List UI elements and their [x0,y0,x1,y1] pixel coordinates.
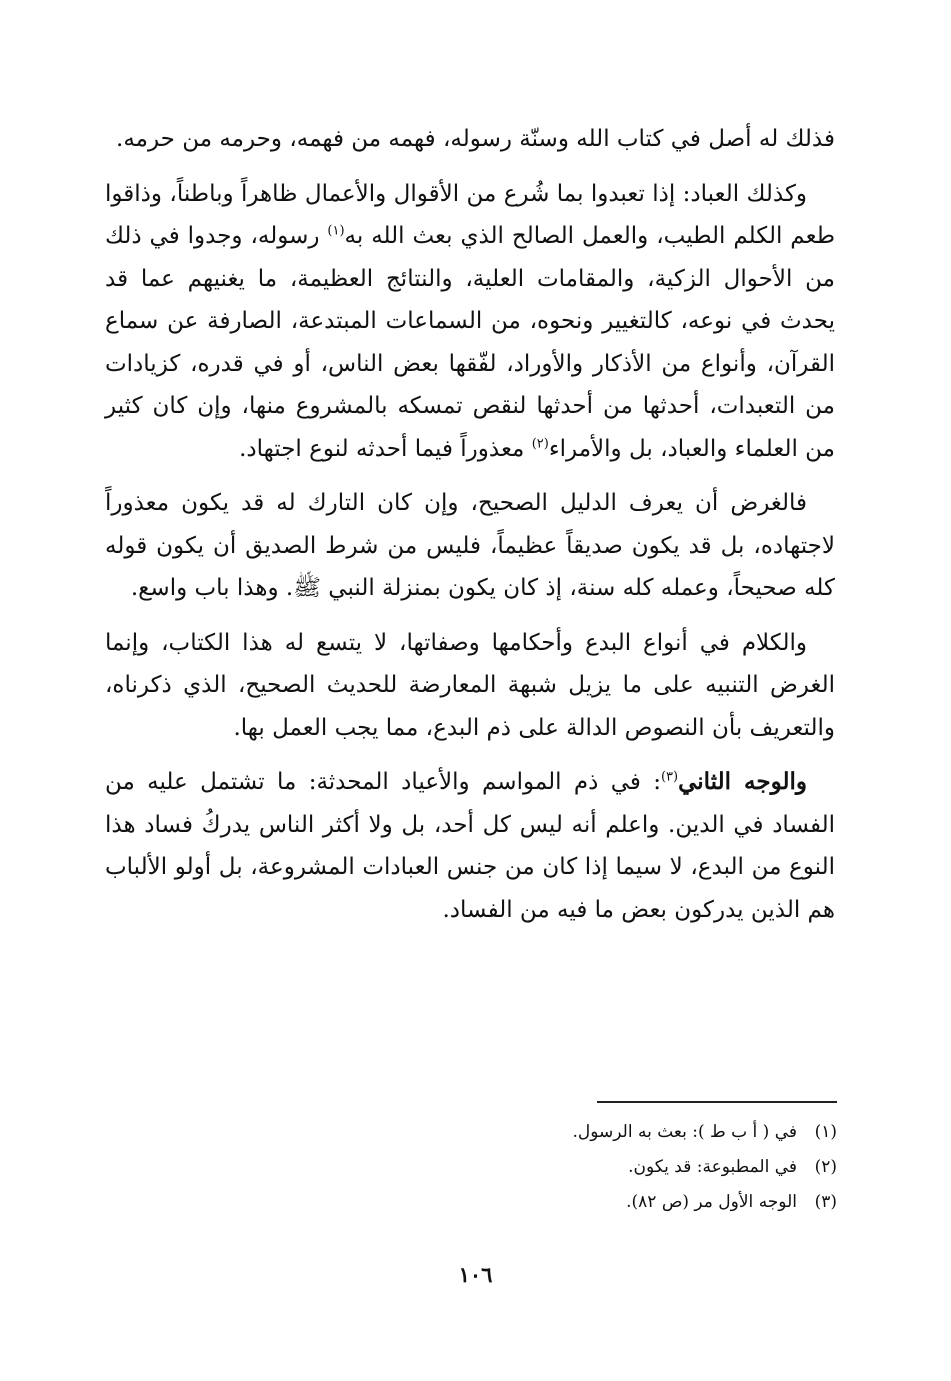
footnote-1 [300,1115,837,1150]
footnote-2 [300,1150,837,1185]
paragraph-4 [105,622,835,750]
footnote-ref-2: (٢) [531,435,549,451]
paragraph-2-text-c: معذوراً فيما أحدثه لنوع اجتهاد. [239,435,532,462]
footnote-text: الوجه الأول مر (ص ٨٢). [626,1192,797,1212]
footnote-number: (٣) [814,1192,837,1212]
paragraph-3 [105,482,835,610]
footnote-number: (٢) [814,1157,837,1177]
paragraph-3-text: فالغرض أن يعرف الدليل الصحيح، وإن كان التارك له قد يكون معذوراً لاجتهاده، بل قد يكون صديقاً عظيماً، فليس من شرط الصديق أن يكون قوله كله صحيحاً، وعمله كله سنة، إذ كان يكون بمنزلة النبي ﷺ. وهذا باب واسع. [105,490,835,601]
paragraph-4-text: والكلام في أنواع البدع وأحكامها وصفاتها، لا يتسع له هذا الكتاب، وإنما الغرض التنبيه على ما يزيل شبهة المعارضة للحديث الصحيح، الذي ذكرناه، والتعريف بأن النصوص الدالة على ذم البدع، مما يجب العمل بها. [105,629,835,741]
main-text [105,118,835,931]
footnote-text: في المطبوعة: قد يكون. [628,1157,797,1177]
footnote-ref-1: (١) [327,223,345,239]
paragraph-5-text: : في ذم المواسم والأعياد المحدثة: ما تشتمل عليه من الفساد في الدين. واعلم أنه ليس كل أحد، بل ولا أكثر الناس يدركُ فساد هذا النوع من البدع، لا سيما إذا كان من جنس العبادات المشروعة، بل أولو الألباب هم الذين يدركون بعض ما فيه من الفساد. [105,769,835,923]
footnote-number: (١) [814,1122,837,1142]
footnote-divider [597,1101,837,1103]
footnote-ref-3: (٣) [660,769,679,785]
paragraph-1-text: فذلك له أصل في كتاب الله وسنّة رسوله، فهمه من فهمه، وحرمه من حرمه. [116,126,835,152]
section-heading-inline: والوجه الثاني [678,768,807,795]
footnote-text: في ( أ ب ط ): بعث به الرسول. [572,1122,797,1142]
footnote-3 [300,1185,837,1220]
paragraph-2-text-b: رسوله، وجدوا في ذلك من الأحوال الزكية، والمقامات العلية، والنتائج العظيمة، ما يغنيهم عما قد يحدث في نوعه، كالتغيير ونحوه، من السماعات المبتدعة، الصارفة عن سماع القرآن، وأنواع من الأذكار والأوراد، لفّقها بعض الناس، أو في قدره، كزيادات من التعبدات، أحدثها من أحدثها لنقص تمسكه بالمشروع منها، وإن كان كثير من العلماء والعباد، بل والأمراء [105,223,835,462]
paragraph-2 [105,173,835,471]
page-number: ١٠٦ [458,1262,493,1287]
paragraph-2-text-a: وكذلك العباد: إذا تعبدوا بما شُرع من الأقوال والأعمال ظاهراً وباطناً، وذاقوا طعم الكلم الطيب، والعمل الصالح الذي بعث الله به [105,180,835,249]
paragraph-5 [105,761,835,931]
footnotes [300,1115,837,1220]
paragraph-1 [105,118,835,161]
